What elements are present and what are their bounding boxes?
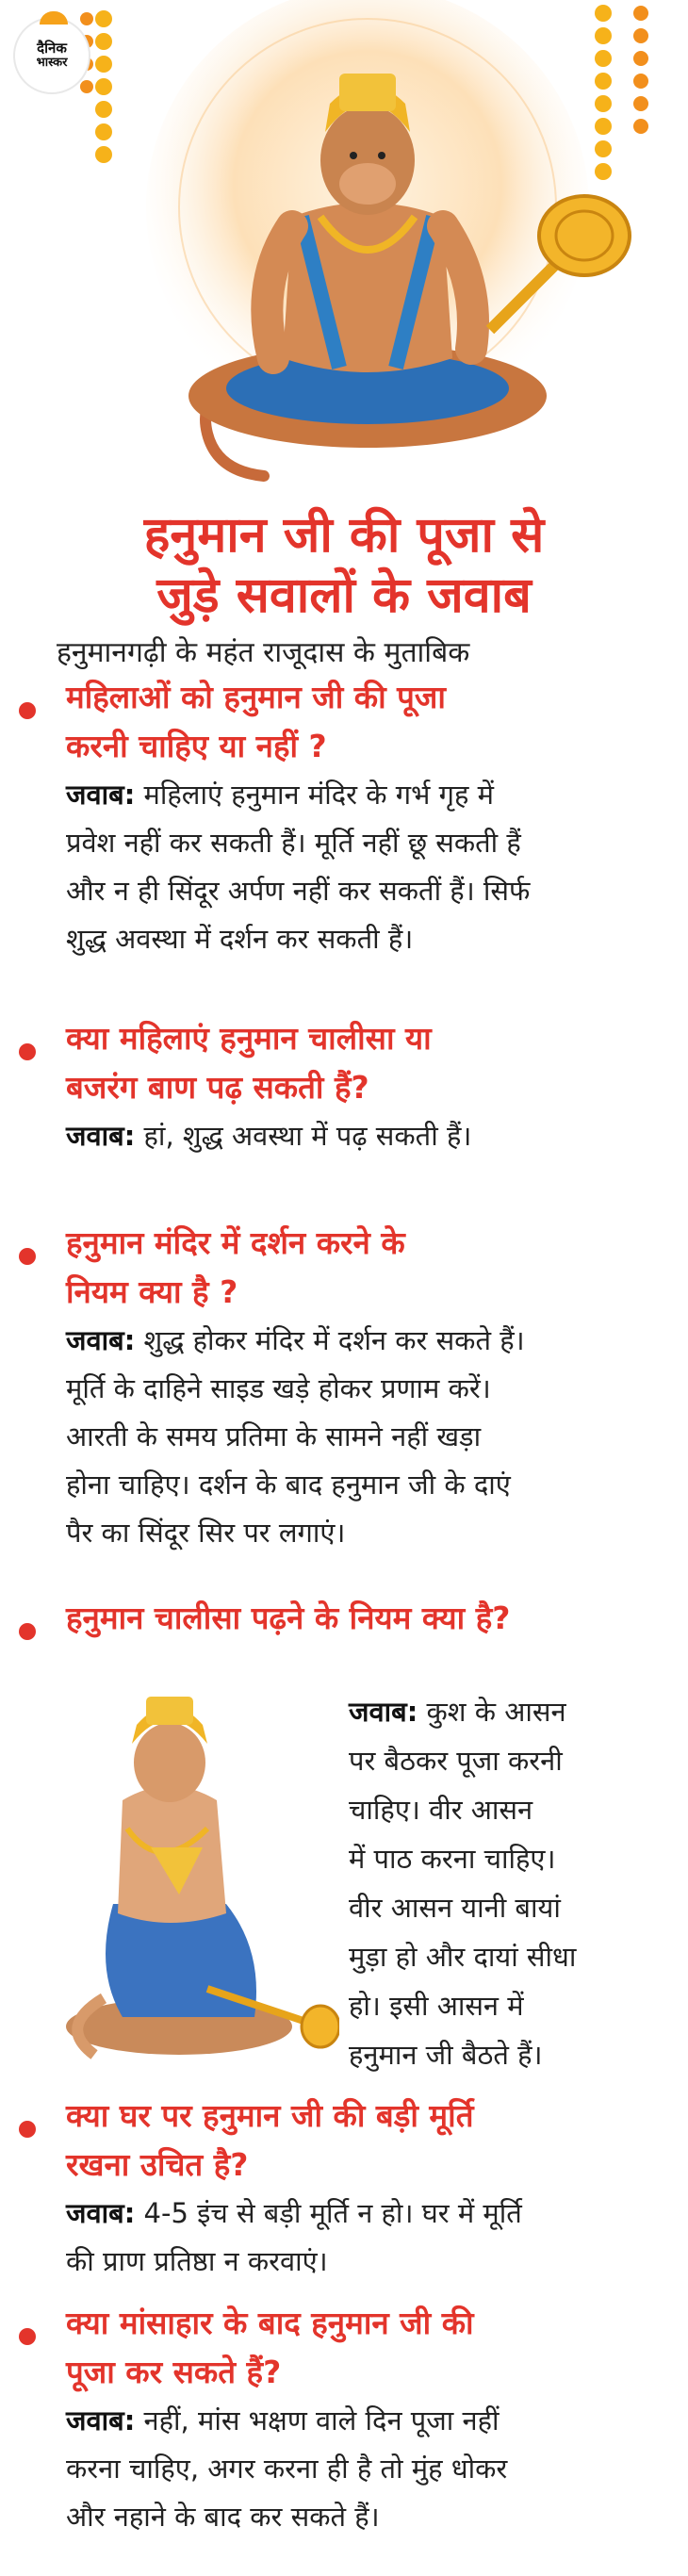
question-5: क्या घर पर हनुमान जी की बड़ी मूर्ति रखना उचित है? [66, 2097, 474, 2183]
answer-label: जवाब: [66, 2197, 136, 2229]
answer-5: जवाब: 4-5 इंच से बड़ी मूर्ति न हो। घर में मूर्ति की प्राण प्रतिष्ठा न करवाएं। [66, 2197, 522, 2277]
answer-4: जवाब: कुश के आसन पर बैठकर पूजा करनी चाहिए। वीर आसन में पाठ करना चाहिए। वीर आसन यानी बायां मुड़ा हो और दायां सीधा हो। इसी आसन में हनुमान जी बैठते हैं। [349, 1696, 577, 2071]
page-subtitle: हनुमानगढ़ी के महंत राजूदास के मुताबिक [57, 636, 470, 669]
answer-label: जवाब: [349, 1696, 418, 1728]
answer-label: जवाब: [66, 2404, 136, 2437]
question-6: क्या मांसाहार के बाद हनुमान जी की पूजा कर सकते हैं? [66, 2305, 474, 2390]
answer-label: जवाब: [66, 1324, 136, 1356]
question-1: महिलाओं को हनुमान जी की पूजा करनी चाहिए या नहीं ? [66, 679, 446, 764]
answer-2: जवाब: हां, शुद्ध अवस्था में पढ़ सकती हैं। [66, 1120, 472, 1152]
hero-illustration [0, 0, 688, 490]
bullet-icon [19, 2328, 36, 2345]
page-title-line1: हनुमान जी की पूजा से [143, 507, 545, 564]
answer-label: जवाब: [66, 1120, 136, 1152]
flower-garland-left [80, 10, 112, 163]
bullet-icon [19, 702, 36, 719]
answer-3: जवाब: शुद्ध होकर मंदिर में दर्शन कर सकते हैं। मूर्ति के दाहिने साइड खड़े होकर प्रणाम करें। आरती के समय प्रतिमा के सामने नहीं खड़ा होना चाहिए। दर्शन के बाद हनुमान जी के दाएं पैर का सिंदूर सिर पर लगाएं। [66, 1324, 525, 1549]
bullet-icon [19, 1248, 36, 1265]
page-title-line2: जुड़े सवालों के जवाब [156, 567, 532, 624]
dainik-bhaskar-logo: दैनिक भास्कर [13, 17, 90, 94]
flower-garland-right [595, 5, 648, 180]
answer-6: जवाब: नहीं, मांस भक्षण वाले दिन पूजा नहीं करना चाहिए, अगर करना ही है तो मुंह धोकर और नहाने के बाद कर सकते हैं। [66, 2404, 508, 2533]
question-2: क्या महिलाएं हनुमान चालीसा या बजरंग बाण पढ़ सकती हैं? [66, 1020, 432, 1106]
question-4: हनुमान चालीसा पढ़ने के नियम क्या है? [66, 1600, 511, 1636]
question-3: हनुमान मंदिर में दर्शन करने के नियम क्या है ? [66, 1224, 405, 1310]
bullet-icon [19, 1623, 36, 1640]
hanuman-meditating-illustration [0, 0, 688, 490]
answer-1: जवाब: महिलाएं हनुमान मंदिर के गर्भ गृह में प्रवेश नहीं कर सकती हैं। मूर्ति नहीं छू सकती हैं और न ही सिंदूर अर्पण नहीं कर सकतीं हैं। सिर्फ शुद्ध अवस्था में दर्शन कर सकती हैं। [66, 779, 531, 955]
answer-label: जवाब: [66, 779, 136, 811]
bullet-icon [19, 1043, 36, 1060]
hanuman-kneeling-illustration [38, 1687, 339, 2064]
bullet-icon [19, 2121, 36, 2138]
